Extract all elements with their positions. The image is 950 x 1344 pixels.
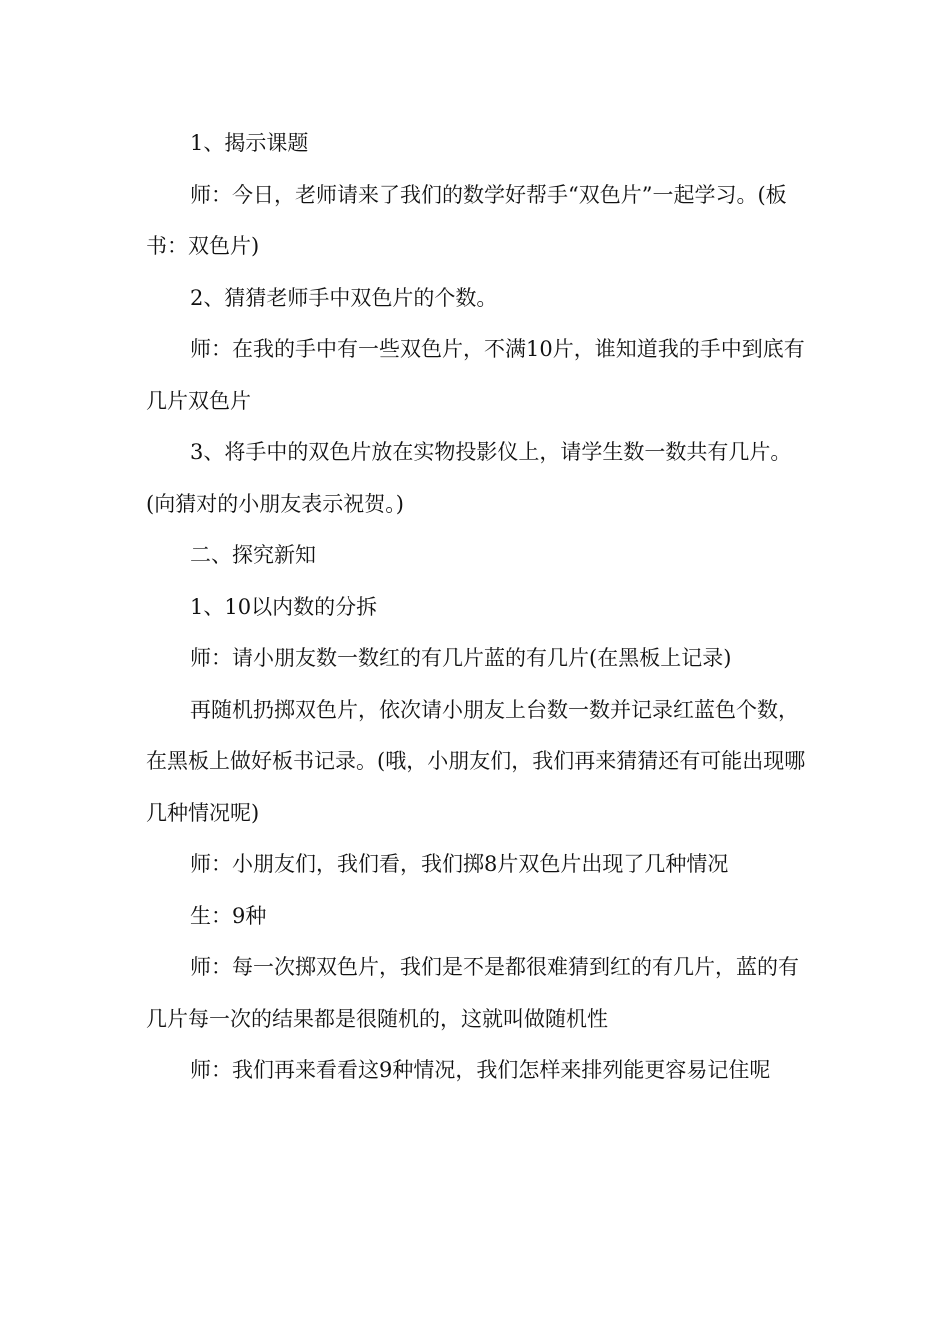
paragraph-1: 1、揭示课题 [190, 131, 309, 155]
paragraph-8: 师：请小朋友数一数红的有几片蓝的有几片(在黑板上记录) [190, 646, 732, 670]
paragraph-3: 2、猜猜老师手中双色片的个数。 [190, 285, 498, 310]
paragraph-2: 师：今日，老师请来了我们的数学好帮手“双色片”一起学习。(板书：双色片) [146, 182, 787, 258]
paragraph-10: 师：小朋友们，我们看，我们掷8片双色片出现了几种情况 [190, 852, 729, 876]
section-heading: 二、探究新知 [190, 543, 316, 567]
paragraph-7: 1、10以内数的分拆 [190, 594, 378, 619]
paragraph-12: 师：每一次掷双色片，我们是不是都很难猜到红的有几片，蓝的有几片每一次的结果都是很随机的，这就叫做随机性 [146, 955, 799, 1031]
paragraph-4: 师：在我的手中有一些双色片，不满10片，谁知道我的手中到底有几片双色片 [146, 337, 805, 413]
document-body [146, 118, 806, 1097]
paragraph-9: 再随机扔掷双色片，依次请小朋友上台数一数并记录红蓝色个数，在黑板上做好板书记录。(哦，小朋友们，我们再来猜猜还有可能出现哪几种情况呢) [146, 697, 806, 825]
paragraph-5: 3、将手中的双色片放在实物投影仪上，请学生数一数共有几片。(向猜对的小朋友表示祝贺。) [146, 440, 792, 516]
paragraph-13: 师：我们再来看看这9种情况，我们怎样来排列能更容易记住呢 [190, 1058, 771, 1082]
paragraph-11: 生：9种 [190, 903, 267, 928]
